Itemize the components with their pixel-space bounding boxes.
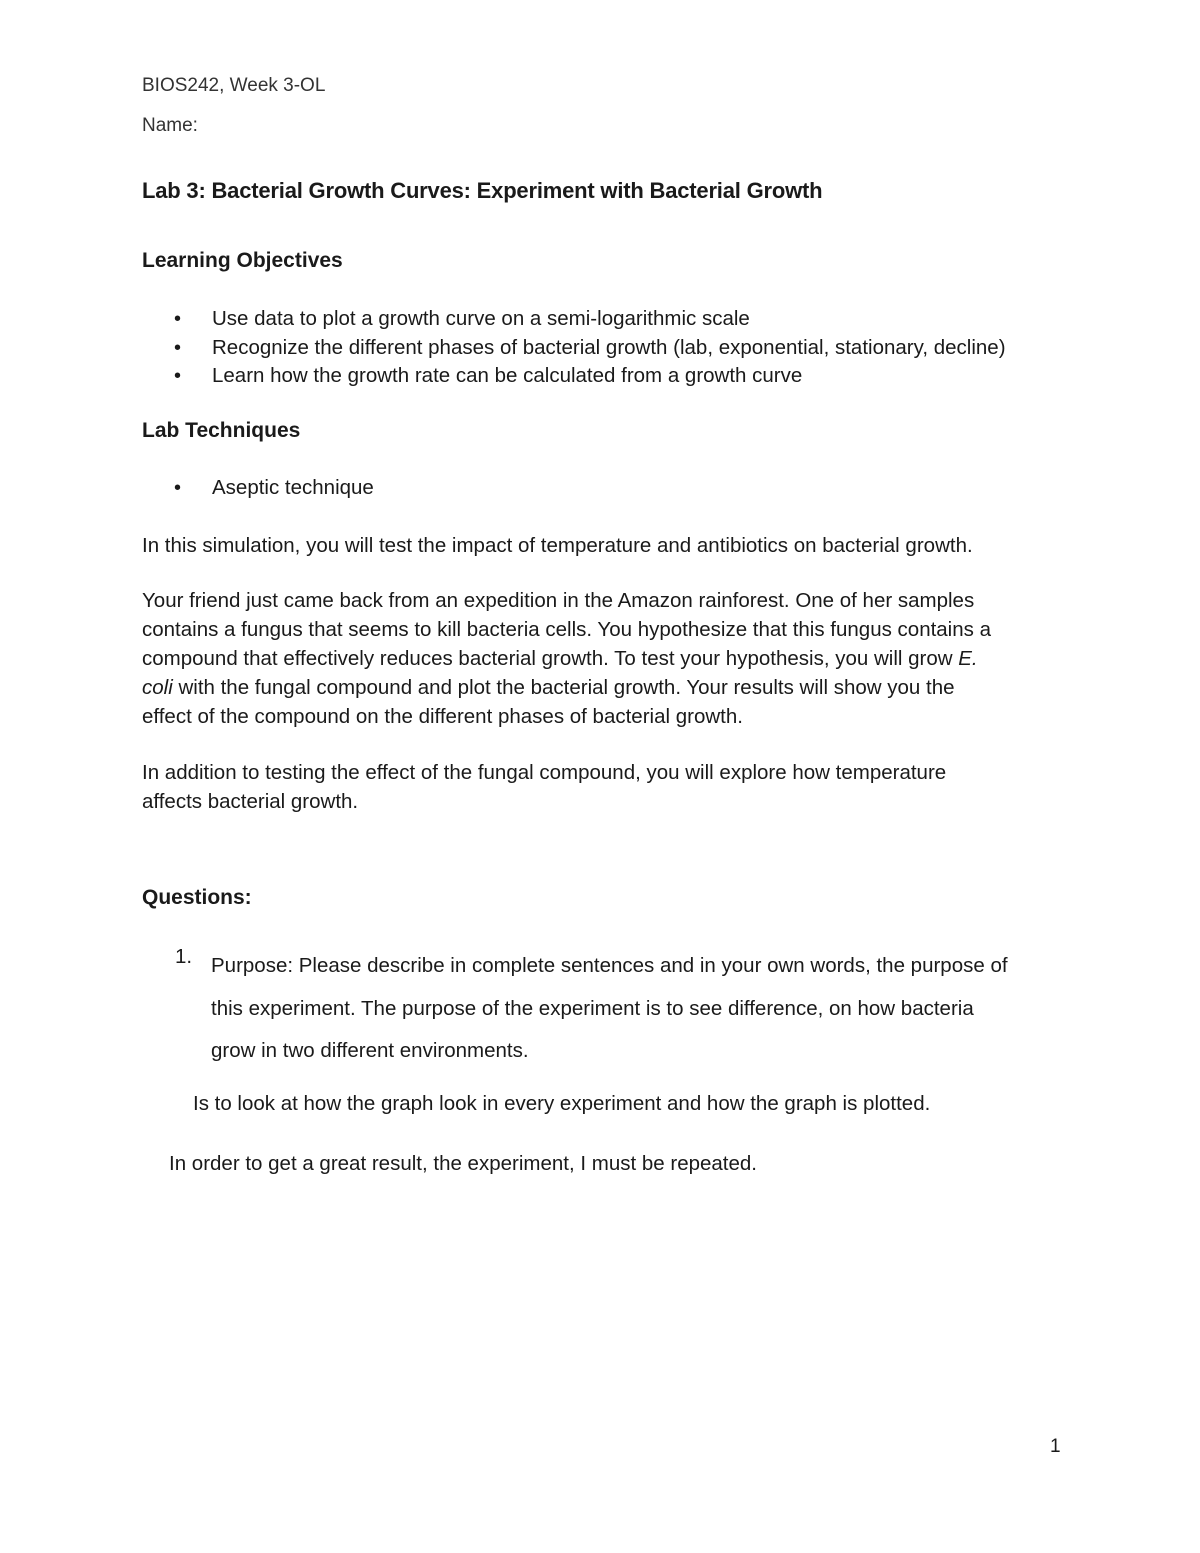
bullet-icon: • [174,477,182,499]
bullet-icon: • [174,308,182,330]
lab-techniques-list [170,474,374,503]
list-item: • Recognize the different phases of bacterial growth (lab, exponential, stationary, decline) [170,334,1006,363]
name-label: Name: [142,115,198,136]
list-item: • Learn how the growth rate can be calculated from a growth curve [170,362,1006,391]
scenario-paragraph: Your friend just came back from an expedition in the Amazon rainforest. One of her samples contains a fungus that seems to kill bacteria cells. You hypothesize that this fungus contains a compound that effectively reduces bacterial growth. To test your hypothesis, you will grow E. coli with the fungal compound and plot the bacterial growth. Your results will show you the effect of the compound on the different phases of bacterial growth. [142,589,991,728]
learning-objectives-list [170,305,1006,391]
answer-line-2: In order to get a great result, the experiment, I must be repeated. [169,1152,757,1175]
learning-objectives-heading: Learning Objectives [142,249,343,272]
bullet-icon: • [174,365,182,387]
question-number: 1. [175,945,193,968]
list-item: • Aseptic technique [170,474,374,503]
lab-techniques-heading: Lab Techniques [142,419,301,442]
answer-line-1: Is to look at how the graph look in every experiment and how the graph is plotted. [193,1092,931,1115]
addition-paragraph: In addition to testing the effect of the fungal compound, you will explore how temperature affects bacterial growth. [142,761,947,813]
intro-paragraph: In this simulation, you will test the impact of temperature and antibiotics on bacterial growth. [142,534,973,557]
question-text: Purpose: Please describe in complete sentences and in your own words, the purpose of this experiment. The purpose of the experiment is to see difference, on how bacteria grow in two different environments. [211,954,1008,1062]
list-item: • Use data to plot a growth curve on a semi-logarithmic scale [170,305,1006,334]
course-header: BIOS242, Week 3-OL [142,75,326,96]
bullet-icon: • [174,336,182,359]
page-number: 1 [1050,1436,1061,1457]
questions-heading: Questions: [142,886,252,909]
page-title: Lab 3: Bacterial Growth Curves: Experiment with Bacterial Growth [142,178,823,203]
